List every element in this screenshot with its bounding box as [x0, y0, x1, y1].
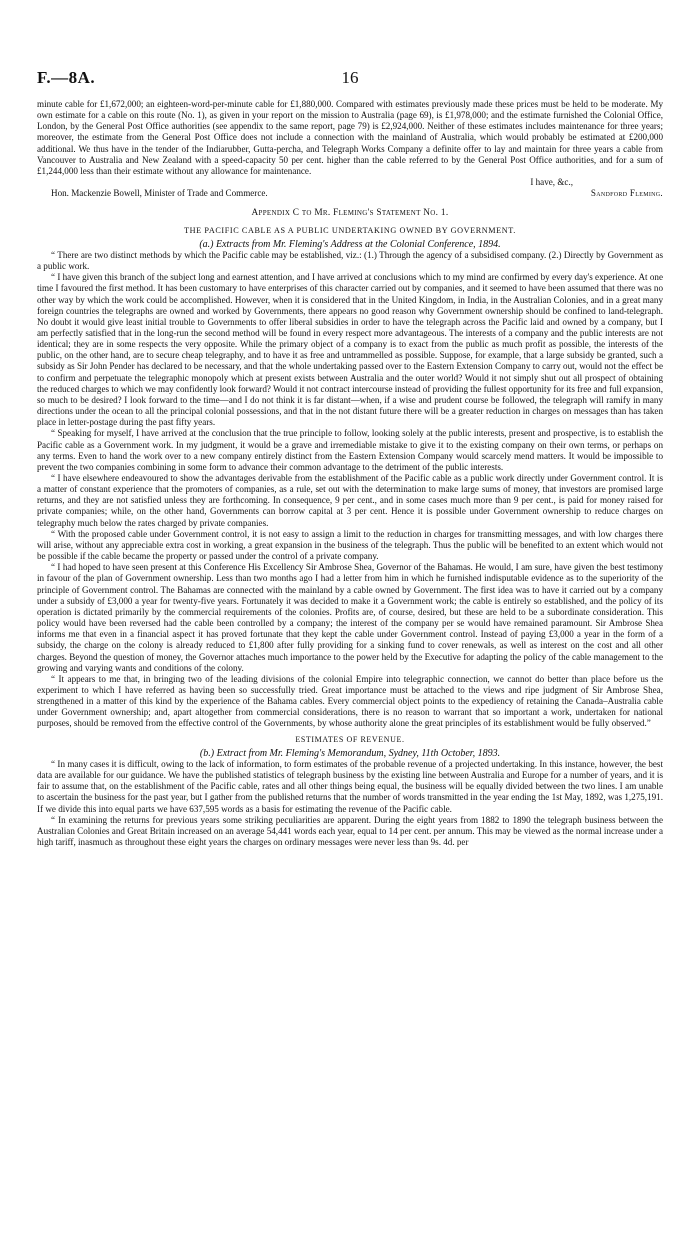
opening-paragraph: minute cable for £1,672,000; an eighteen-word-per-minute cable for £1,880,000. Compared with estimates previously made these prices must be held to be moderate. My own estimate for a cable on this route (No. 1), as given in your report on the mission to Australia (page 69), is £1,978,000; and the estimate furnished the Colonial Office, London, by the General Post Office authorities (see appendix to the same report, page 79) is £2,924,000. Neither of these estimates includes maintenance for three years; moreover, the estimate from the General Post Office does not include a connection with the mainland of Australia, which would probably be estimated at £200,000 additional. We thus have in the tender of the Indiarubber, Gutta-percha, and Telegraph Works Company a definite offer to lay and maintain for three years a cable from Vancouver to Australia and New Zealand with a speed-capacity 50 per cent. higher than the cable referred to by the General Post Office authorities, and for a sum of £1,244,000 less than their estimate without any allowance for maintenance. [37, 99, 663, 176]
section-a-paragraph: “ Speaking for myself, I have arrived at the conclusion that the true principle to follow, looking solely at the public interests, present and prospective, is to establish the Pacific cable as a Government work. In my judgment, it would be a grave and irremediable mistake to give it to the existing company on their own terms, or perhaps on any terms. Even to hand the work over to a new company entirely distinct from the Eastern Extension Company would scarcely mend matters. It would be impossible to prevent the two companies combining in some form to advance their common advantage to the detriment of the public interests. [37, 428, 663, 472]
closing-phrase: I have, &c., [530, 177, 573, 188]
addressee: Hon. Mackenzie Bowell, Minister of Trade and Commerce. [51, 188, 268, 199]
document-reference: F.—8A. [37, 68, 96, 87]
closing-row [37, 177, 663, 188]
section-a-paragraph: “ I have given this branch of the subject long and earnest attention, and I have arrived at conclusions which to my mind are confirmed by every day's experience. At one time I favoured the first method. It has been customary to have enterprises of this character carried out by companies, and it seemed to have been assumed that there was no other way by which the work could be accomplished. However, when it is considered that in the United Kingdom, in India, in the Australian Colonies, and in a great many foreign countries the telegraphs are owned and worked by Governments, there appears no good reason why Government ownership should be confined to land-telegraph. No doubt it would give least initial trouble to Governments to offer liberal subsidies in order to have the telegraph across the Pacific laid and owned by a company, but I am perfectly satisfied that in the long-run the second method will be found in every respect more advantageous. The interests of a company and the public interests are not identical; they are in some respects the very opposite. While the primary object of a company is to exact from the public as much profit as possible, the interests of the public, on the other hand, are to secure cheap telegraphy, and to have it as free and untrammelled as possible. Suppose, for example, that a large subsidy be granted, such a subsidy as Sir John Pender has declared to be necessary, and that the whole undertaking passed over to the Eastern Extension Company to carry out, would not the effect be to confirm and perpetuate the telegraphic monopoly which at present exists between Australia and the outer world? Would it not simply shut out all prospect of obtaining the reduced charges to which we may confidently look forward? Would it not contract intercourse instead of providing the fullest opportunity for its free and full expansion, so much to be desired? I look forward to the time—and I do not think it is far distant—when, if a wise and prudent course be followed, the telegraph will ramify in many directions under the ocean to all the principal colonial possessions, and that in the not distant future there will be a greater reduction in charges on messages than has taken place in letter-postage during the past fifty years. [37, 272, 663, 428]
section-b-paragraph: “ In examining the returns for previous years some striking peculiarities are apparent. During the eight years from 1882 to 1890 the telegraph business between the Australian Colonies and Great Britain increased on an average 54,441 words each year, equal to 14 per cent. per annum. This may be viewed as the normal increase under a high tariff, inasmuch as throughout these eight years the charges on ordinary messages were never less than 9s. 4d. per [37, 814, 663, 847]
addressee-row [37, 188, 663, 199]
section-a-title: (a.) Extracts from Mr. Fleming's Address at the Colonial Conference, 1894. [199, 238, 501, 250]
running-header [37, 68, 663, 90]
appendix-subtitle: THE PACIFIC CABLE AS A PUBLIC UNDERTAKING OWNED BY GOVERNMENT. [184, 225, 516, 235]
section-b-paragraph: “ In many cases it is difficult, owing to the lack of information, to form estimates of the probable revenue of a projected undertaking. In this instance, however, the best data are available for our guidance. We have the published statistics of telegraph business by the existing line between Australia and Europe for a number of years, and it is fair to assume that, on the establishment of the Pacific cable, rates and all other things being equal, the business will be equally divided between the two lines. I am unable to ascertain the business for the past year, but I gather from the published returns that the number of words transmitted in the year ending the 1st May, 1892, was 1,275,191. If we divide this into equal parts we have 637,595 words as a basis for estimating the revenue of the Pacific cable. [37, 758, 663, 814]
section-a-paragraph: “ There are two distinct methods by which the Pacific cable may be established, viz.: (1.) Through the agency of a subsidised company. (2.) Directly by Government as a public work. [37, 249, 663, 272]
document-body [37, 99, 663, 848]
section-b-title: (b.) Extract from Mr. Fleming's Memorandum, Sydney, 11th October, 1893. [199, 747, 501, 759]
section-a-paragraph: “ I have elsewhere endeavoured to show the advantages derivable from the establishment of the Pacific cable as a public work directly under Government control. It is a matter of constant experience that the promoters of companies, as a rule, set out with the determination to make large sums of money, that investors are promised large returns, and they are not satisfied unless they are forthcoming. In consequence, 9 per cent., and in some cases much more than 9 per cent., is paid for money raised for private companies; while, on the other hand, Governments can borrow capital at 3 per cent. Hence it is possible under Government ownership to reduce charges on telegraphy much below the rates charged by private companies. [37, 473, 663, 528]
estimates-heading: ESTIMATES OF REVENUE. [295, 734, 405, 744]
section-a-paragraph: “ With the proposed cable under Government control, it is not easy to assign a limit to the reduction in charges for transmitting messages, and with low charges there will arise, without any appreciable extra cost in working, a great expansion in the business of the telegraph. Thus the public will be benefited to an extent which would not be possible if the cable became the property or passed under the control of a private company. [37, 528, 663, 562]
appendix-title: Appendix C to Mr. Fleming's Statement No. 1. [251, 208, 449, 219]
page-number: 16 [341, 68, 359, 87]
section-a-paragraph: “ I had hoped to have seen present at this Conference His Excellency Sir Ambrose Shea, Governor of the Bahamas. He would, I am sure, have given the best testimony in favour of the plan of Government ownership. Less than two months ago I had a letter from him in which he furnished indisputable evidence as to the superiority of the principle of Government control. The Bahamas are connected with the mainland by a cable owned by Government. The first idea was to have it carried out by a company under a subsidy of £3,000 a year for twenty-five years. Fortunately it was decided to make it a Government work; the cable is entirely so established, and the policy of its operation is dictated primarily by the commercial requirements of the colonies. Profits are, of course, desired, but these are held to be a subordinate consideration. This policy would have been reversed had the cable been controlled by a company; the interest of the company per se would have remained paramount. Sir Ambrose Shea informs me that even in a financial aspect it has proved fortunate that they kept the cable under Government control. Instead of paying £3,000 a year in the form of a subsidy, the charge on the colony is already reduced to £1,800 after fully providing for a sinking fund to cover renewals, as well as interest on the cost and all other charges. Beyond the question of money, the Governor attaches much importance to the power held by the Executive for adapting the policy of the cable management to the growing and varying wants and conditions of the colony. [37, 562, 663, 673]
section-a-paragraph: “ It appears to me that, in bringing two of the leading divisions of the colonial Empire into telegraphic connection, we cannot do better than place before us the experiment to which I have referred as having been so successfully tried. Great importance must be attached to the views and ripe judgment of Sir Ambrose Shea, strengthened in a matter of this kind by the experience of the Bahama cables. Every commercial object points to the expediency of retaining the Canada–Australia cable under Government ownership; and, apart altogether from commercial considerations, there is no reason to warrant that so important a work, undertaken for national purposes, should be removed from the effective control of the Governments, by whose authority alone the great principles of its establishment would be fully observed.” [37, 673, 663, 729]
signature: Sandford Fleming. [590, 188, 663, 199]
